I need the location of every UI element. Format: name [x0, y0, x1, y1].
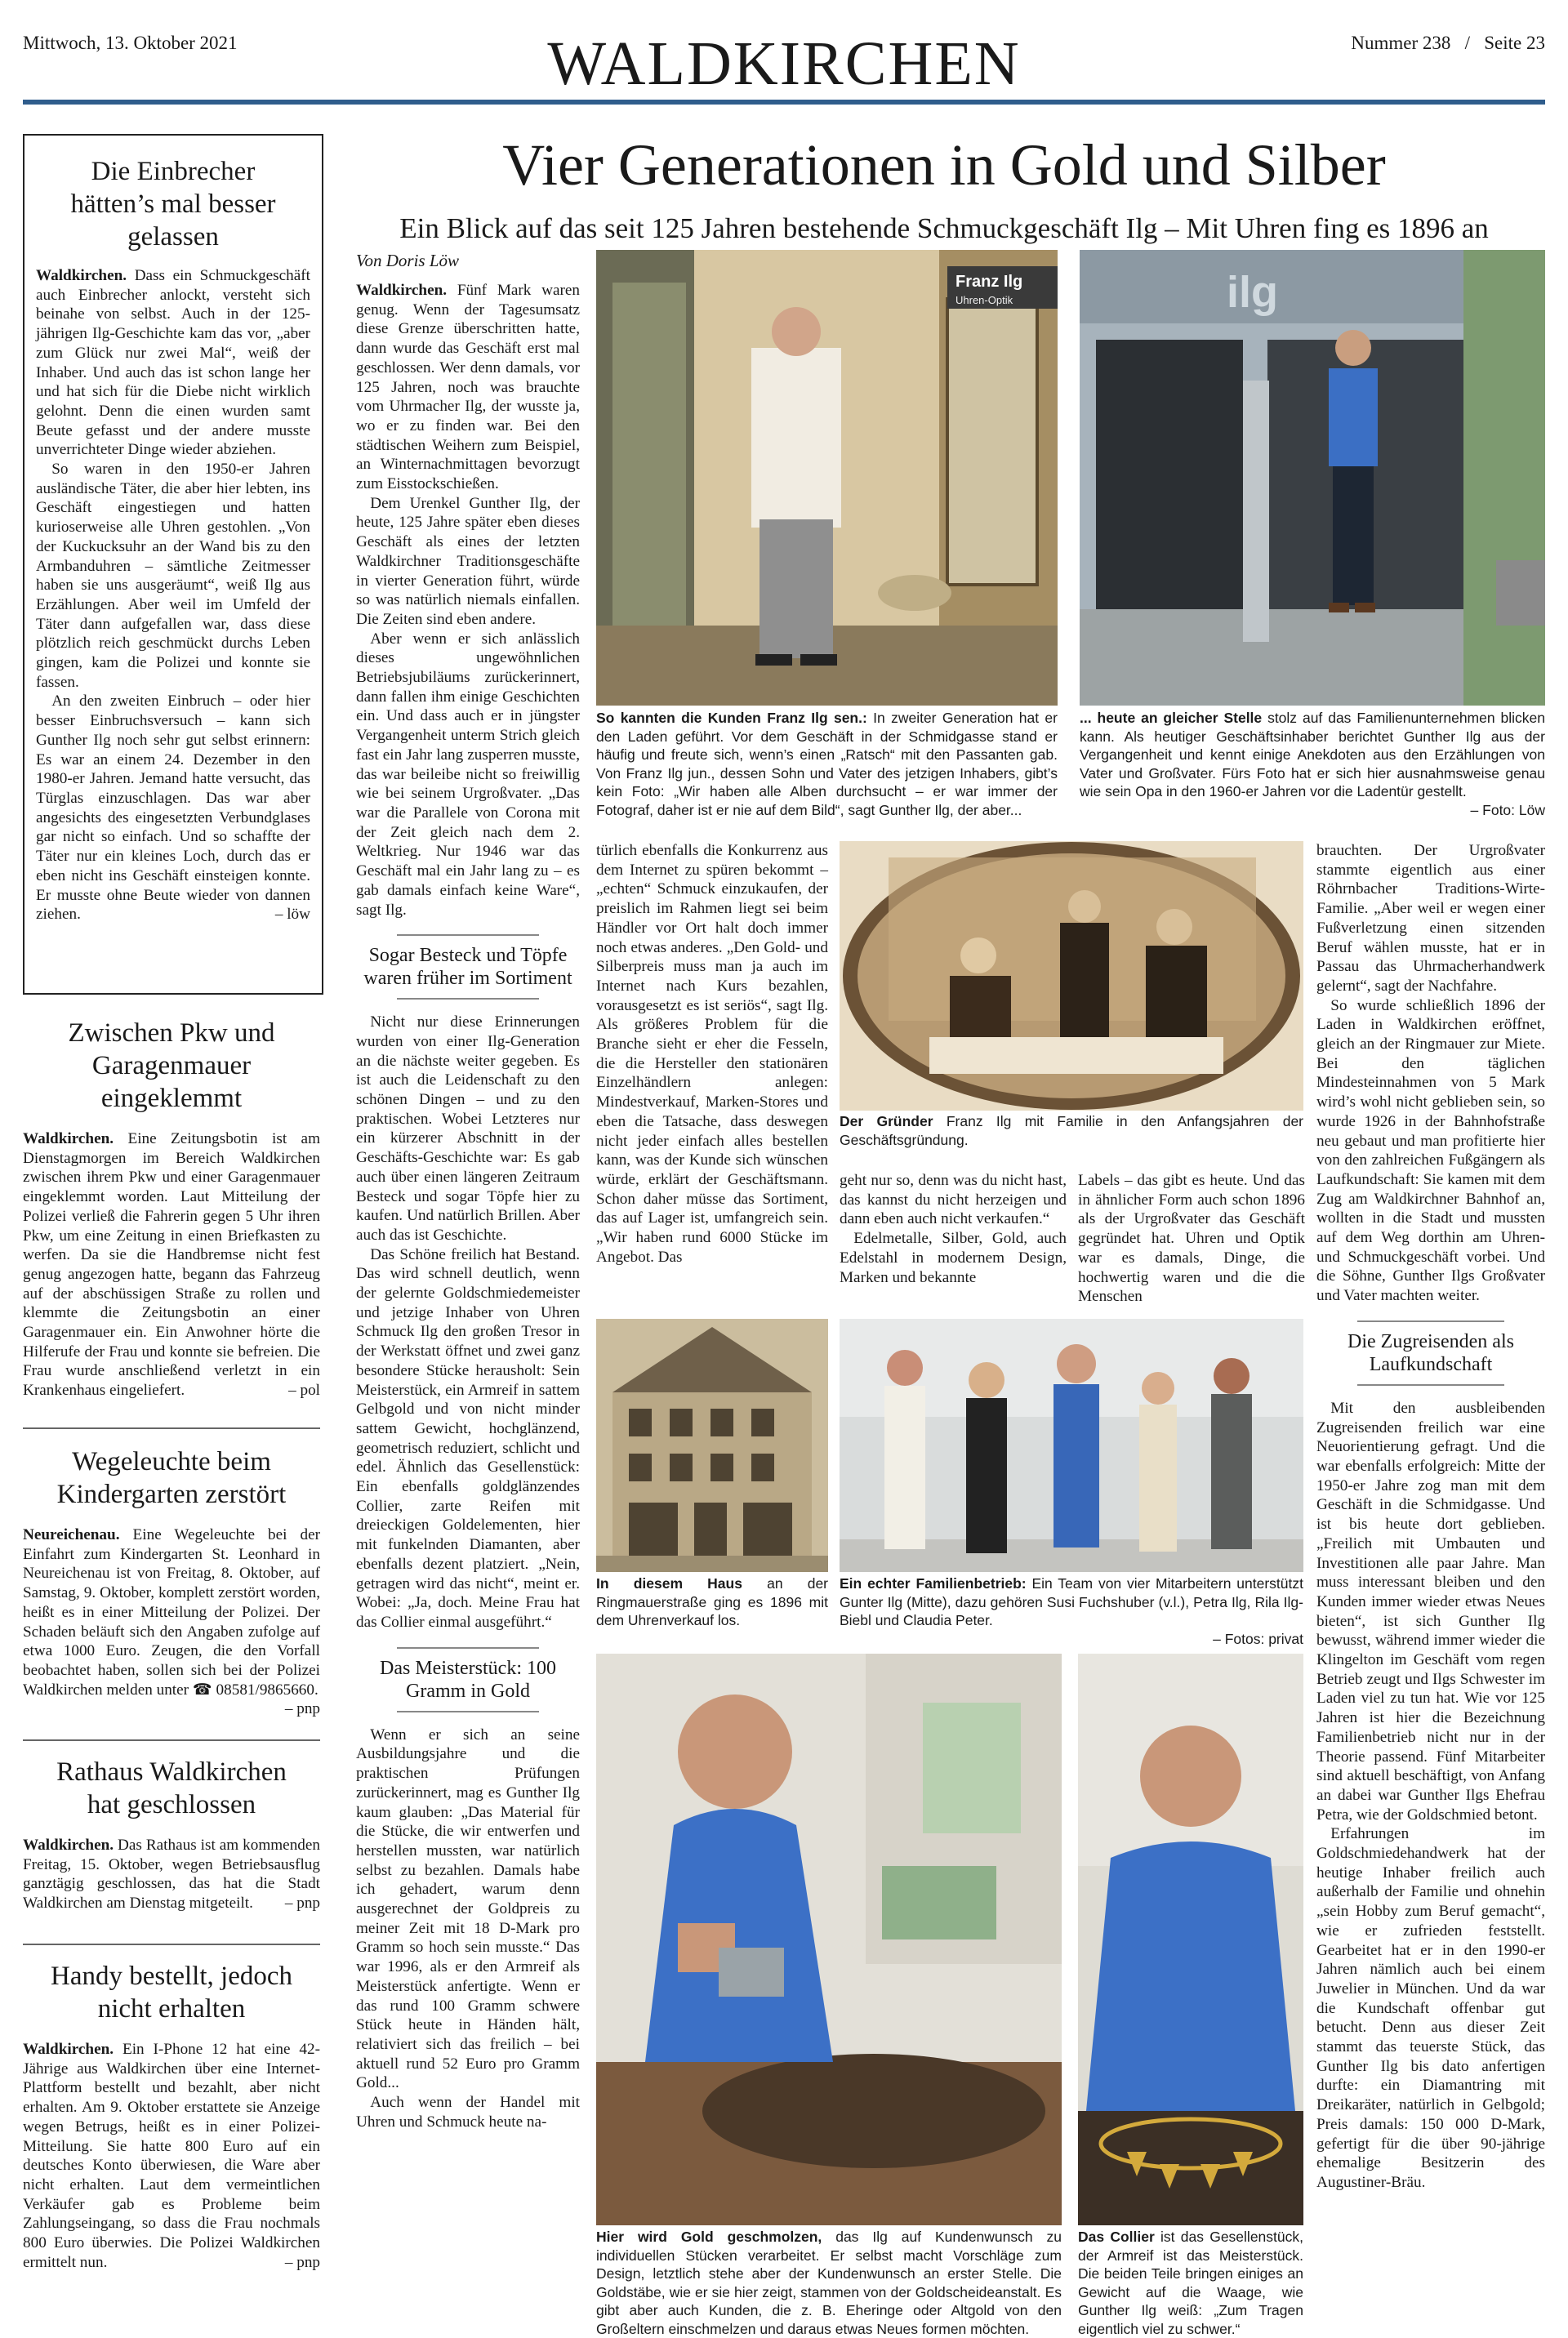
article-body [23, 1525, 321, 1718]
paragraph: Das Schöne freilich hat Bestand. Das wird schnell deutlich, wenn der gelernte Goldschmiedemeister und jetzige Inhaber von Uhren Schmuck Ilg den großen Tresor in der Werkstatt öffnet und zwei ganz besondere Stücke herausholt: Sein Meisterstück, ein Armreif in sattem Gelbgold und von nicht minder sattem Gewicht, hochglänzend, geometrisch reduziert, schlicht und edel. Ähnlich das Gesellenstück: Ein ebenfalls goldglänzendes Collier, zarte Reifen mit dreieckigen Goldelementen, hier mit funkelnden Diamanten, aber ebenfalls dezent platziert. „Nein, getragen wird das nicht“, meint er. Wobei: „Ja, doch. Meine Frau hat das Collier einmal ausgeführt.“ [356, 1245, 580, 1631]
caption-text: In zweiter Generation hat er den Laden geführt. Vor dem Geschäft in der Schmidgasse stand er häufig und freute sich, wenn’s einen „Ratsch“ mit den Passanten gab. Von Franz Ilg jun., dessen Sohn und Vater des jetzigen Inhabers, gibt’s kein Foto: „Wir haben alle Alben durchsucht – er war immer der Fotograf, daher ist er nie auf dem Bild“, sagt Gunther Ilg, der aber... [596, 710, 1058, 818]
caption-text: stolz auf das Familienunternehmen blicken kann. Als heutiger Geschäftsinhaber berichtet Gunther Ilg aus der Vergangenheit und kennt einige Anekdoten aus den Erzählungen von Vater und Großvater. Fürs Foto hat er sich hier ausnahmsweise genau wie sein Opa in den 1960-er Jahren vor die Ladentür gestellt. [1080, 710, 1545, 799]
author-signature: – pol [288, 1382, 320, 1400]
paragraph: So waren in den 1950-er Jahren ausländische Täter, die aber hier lebten, ins Geschäft eingestiegen und hatten kurioserweise alle Uhren gestohlen. „Von der Kuckucksuhr an der Wand bis zu den Armbanduhren – sämtliche Zeitmesser haben sie uns ausgeräumt“, weiß Ilg aus Erzählungen. Aber weil im Umfeld der Täter dann aufgefallen war, dass diese plötzlich reich geschmückt durchs Leben gingen, kam die Polizei und konnte sie fassen. [36, 461, 310, 691]
article-column-3 [840, 1171, 1067, 1287]
author-signature: – pnp [284, 1700, 320, 1718]
article-column-4 [1078, 1171, 1305, 1307]
paragraph: Erfahrungen im Goldschmiedehandwerk hat der heutige Inhaber freilich auch außerhalb der Familie und ohnehin „sein Hobby zum Beruf gemacht“, wie er zufrieden feststellt. Gearbeitet hat er in den 1990-er Jahren nämlich auch bei einem Juwelier in München. Und da war die Kundschaft offenbar gut betucht. Denn aus dieser Zeit stammt das teuerste Stück, das Gunther Ilg bis dato anfertigen durfte: ein Diamantring mit Dreikaräter, natürlich in Gelbgold; Preis damals: 150 000 D-Mark, gefertigt für die über 90-jährige ehemalige Besitzerin des Augustiner-Bräu. [1316, 1825, 1545, 2191]
article-body [36, 266, 310, 924]
caption-text: Franz Ilg mit Familie in den Anfangsjahren der Geschäftsgründung. [840, 1113, 1303, 1148]
article-title: Handy bestellt, jedoch nicht erhalten [50, 1962, 292, 2024]
caption-photo-1 [596, 709, 1058, 819]
dateline: Neureichenau. [23, 1526, 120, 1543]
paragraph: Eine Wegeleuchte bei der Einfahrt zum Kindergarten St. Leonhard in Neureichenau ist von Freitag, 8. Oktober, auf Samstag, 9. Oktober, komplett zerstört worden, heißt es in einer Mitteilung der Polizei. Der Schaden beläuft sich den Angaben zufolge auf etwa 1000 Euro. Zeugen, die den Vorfall beobachtet haben, sollen sich bei der Polizei Waldkirchen melden unter ☎ 08581/9865660. [23, 1526, 321, 1699]
paragraph: Edelmetalle, Silber, Gold, auch Edelstahl in modernem Design, Marken und bekannte [840, 1230, 1067, 1286]
article-body [23, 2040, 320, 2272]
dateline: Waldkirchen. [36, 267, 127, 284]
article-title: Wegeleuchte beim Kindergarten zerstört [56, 1447, 287, 1509]
caption-lead: Ein echter Familienbetrieb: [840, 1575, 1027, 1592]
photo-credit: – Fotos: privat [1213, 1630, 1303, 1647]
caption-lead: ... heute an gleicher Stelle [1080, 710, 1263, 726]
paragraph: Das Rathaus ist am kommenden Freitag, 15. Oktober, wegen Betriebsausflug ganztägig geschlossen, das hat die Stadt Waldkirchen am Dienstag mitgeteilt. [23, 1837, 320, 1913]
article-column-2 [596, 841, 828, 1267]
article-box-einbrecher [23, 134, 323, 995]
issue-date: Mittwoch, 13. Oktober 2021 [23, 33, 238, 53]
caption-photo-7 [1078, 2228, 1303, 2338]
dateline: Waldkirchen. [356, 282, 448, 299]
caption-lead: Das Collier [1078, 2229, 1155, 2245]
photo-collier [1078, 1654, 1303, 2225]
photo-franz-ilg-sen [596, 250, 1058, 706]
author-signature: – pnp [284, 1895, 320, 1913]
dateline: Waldkirchen. [23, 2041, 114, 2058]
caption-photo-5 [840, 1574, 1303, 1648]
paragraph: brauchten. Der Urgroßvater stammte eigentlich aus einer Röhrnbacher Traditions-Wirte-Familie. „Aber weil er wegen einer Fußverletzung einen sitzenden Beruf wählen musste, hat er in Passau das Uhrmacherhandwerk gelernt“, sagt der Nachfahre. [1316, 842, 1545, 995]
caption-text: das Ilg auf Kundenwunsch zu individuellen Stücken verarbeitet. Er selbst macht Vorschläge zum Design, letztlich stehe aber der Kundenwunsch an erster Stelle. Die Goldstäbe, wie er sie hier zeigt, stammen von der Goldscheideanstalt. Es gibt aber auch Kunden, die z. B. Eheringe oder Altgold von den Großeltern einschmelzen und daraus etwas Neues formen möchten. [596, 2229, 1062, 2337]
paragraph: Dass ein Schmuckgeschäft auch Einbrecher anlockt, versteht sich beinahe von selbst. Auch in der 125-jährigen Ilg-Geschichte kam das vor, „aber zum Glück nur zwei Mal“, weiß der Inhaber. Und auch das ist schon lange her und hat sich für die Diebe nicht wirklich gelohnt. Denn die einen wurden samt Beute gefasst und der andere musste unverrichteter Dinge wieder abziehen. [36, 267, 310, 459]
paragraph: Nicht nur diese Erinnerungen wurden von einer Ilg-Generation an die nächste weiter gegeben. Es ist auch die Leidenschaft zu den schönen Dingen – und zu den praktischen. Wobei Letzteres nur ein kürzerer Abschnitt in der Geschäfts-Geschichte war: Es gab auch über einen längeren Zeitraum Besteck und sogar Töpfe hier zu kaufen. Und natürlich Brillen. Aber auch das ist Geschichte. [356, 1013, 580, 1244]
subheading: Das Meisterstück: 100 Gramm in Gold [380, 1657, 556, 1702]
paragraph: Labels – das gibt es heute. Und das in ähnlicher Form auch schon 1896 als der Urgroßvater das Geschäft gegründet hat. Uhren und Optik war es damals, Dinge, die hochwertig waren und die die Menschen [1078, 1172, 1305, 1306]
paragraph: Auch wenn der Handel mit Uhren und Schmuck heute na- [356, 2094, 580, 2131]
article-column-5 [1316, 841, 1545, 2311]
divider [23, 1944, 320, 1945]
main-subheadline: Ein Blick auf das seit 125 Jahren bestehende Schmuckgeschäft Ilg – Mit Uhren fing es 1896 an [399, 212, 1489, 244]
caption-photo-4 [596, 1574, 828, 1630]
paragraph: Dem Urenkel Gunther Ilg, der heute, 125 Jahre später eben dieses Geschäft als eines der letzten Waldkirchner Traditionsgeschäfte in vierter Generation führt, würde so was natürlich niemals einfallen. Die Zeiten sind eben andere. [356, 494, 580, 628]
issue-number: Nummer 238 / Seite 23 [1351, 33, 1545, 53]
caption-photo-6 [596, 2228, 1062, 2338]
paragraph: Wenn er sich an seine Ausbildungsjahre und die praktischen Prüfungen zurückerinnert, mag es Gunther Ilg kaum glauben: „Das Material für die Stücke, die wir entwerfen und herstellen mussten, war natürlich selbst zu bezahlen. Damals habe ich gehadert, warum denn ausgerechnet der Goldpreis zu meiner Zeit mit 18 D-Mark pro Gramm so hoch sein musste.“ Das war 1996, als er den Armreif als Meisterstück anfertigte. Wenn er das rund 100 Gramm schwere Stück heute in Händen hält, relativiert sich das freilich – bei aktuell rund 52 Euro pro Gramm Gold... [356, 1726, 580, 2092]
divider [23, 1739, 320, 1741]
paragraph: An den zweiten Einbruch – oder hier besser Einbruchsversuch – kann sich Gunther Ilg noch sehr gut selbst erinnern: Es war an einem 24. Dezember in den 1980-er Jahren. Jemand hatte versucht, das Türglas einzuschlagen. Das war aber angesichts des eingesetzten Verbundglases gar nicht so einfach. Und so schaffte der Täter nur ein kleines Loch, durch das er eben nicht ins Geschäft einsteigen konnte. Er musste ohne Beute wieder von dannen ziehen. [36, 692, 310, 924]
caption-lead: Der Gründer [840, 1113, 933, 1129]
header-rule [23, 100, 1545, 105]
author-signature: – löw [274, 906, 310, 924]
subheading: Sogar Besteck und Töpfe waren früher im Sortiment [363, 945, 572, 990]
article-title: Die Einbrecher hätten’s mal besser gelassen [70, 157, 276, 252]
main-headline: Vier Generationen in Gold und Silber [502, 132, 1386, 198]
paragraph: Eine Zeitungsbotin ist am Dienstagmorgen im Bereich Waldkirchen zwischen ihrem Pkw und einer Garagenmauer eingeklemmt worden. Laut Mitteilung der Polizei verließ die Fahrerin gegen 5 Uhr ihren Pkw, um eine Zeitung in einen Briefkasten zu werfen. Da sie die Handbremse nicht fest genug angezogen hatte, begann das Fahrzeug auf der abschüssigen Straße zu rollen und klemmte die Zeitungsbotin an einer Garagenmauer ein. Ein Anwohner hörte die Hilferufe der Frau und konnte sie befreien. Die Frau wurde anschließend verletzt in ein Krankenhaus eingeliefert. [23, 1130, 321, 1400]
caption-photo-2 [1080, 709, 1545, 819]
caption-lead: Hier wird Gold geschmolzen, [596, 2229, 822, 2245]
photo-gunther-ilg-shop [1080, 250, 1545, 706]
caption-text: ist das Gesellenstück, der Armreif ist das Meisterstück. Die beiden Teile bringen einiges an Gewicht auf die Waage, wie Gunther Ilg weiß: „Zum Tragen eigentlich viel zu schwer.“ [1078, 2229, 1303, 2337]
paragraph: türlich ebenfalls die Konkurrenz aus dem Internet zu spüren bekommt – „echten“ Schmuck einzukaufen, der preislich im Rahmen liegt sei beim Händler vor Ort halt doch immer noch etwas anderes. „Den Gold- und Silberpreis muss man ja auch im Internet nach Kurs bezahlen, vorausgesetzt es ist seriös“, sagt Ilg. Als größeres Problem für die Branche sieht er eher die Fesseln, die die Hersteller den stationären Einzelhändlern anlegen: Mindestverkauf, Marken-Stores und eben die Tatsache, dass deswegen nicht jeder einfach alles bestellen kann, was der Kunde sich wünschen würde, erklärt der Geschäftsmann. Schon daher müsse das Sortiment, das auf Lager ist, umfangreich sein. „Wir haben rund 6000 Stücke im Angebot. Das [596, 842, 828, 1266]
paragraph: Mit den ausbleibenden Zugreisenden freilich war eine Neuorientierung gefragt. Und die war ebenfalls erfolgreich: Mitte der 1950-er Jahre zog man mit dem Geschäft in die Schmidgasse. Und ist bis heute dort geblieben. „Freilich mit Umbauten und Investitionen alle paar Jahre. Man muss interessant bleiben und den Kunden immer wieder etwas Neues bieten“, ist sich Gunther Ilg bewusst, während immer wieder die Klingelton im Geschäft vom regen Betrieb zeugt und Ilgs Schwester im Laden viel zu tun hat. Wie vor 125 Jahren ist hier die Bezeichnung Familienbetrieb nicht nur in der Theorie passend. Fünf Mitarbeiter sind aktuell beschäftigt, von Anfang an dabei war Gunther Ilgs Ehefrau Petra, wie der Goldschmied betont. [1316, 1399, 1545, 1824]
article-title: Rathaus Waldkirchen hat geschlossen [56, 1757, 287, 1819]
section-title: WALDKIRCHEN [547, 29, 1021, 98]
author-signature: – pnp [284, 2253, 320, 2271]
paragraph: So wurde schließlich 1896 der Laden in Waldkirchen eröffnet, gleich an der Ringmauer zur Miete. Bei den täglichen Mindesteinnahmen von 5 Mark wird’s wohl nicht geblieben sein, so wurde 1926 in der Bahnhofstraße neu gebaut und man profitierte hier von den zahlreichen Fußgängern als Laufkundschaft: Sie kamen mit dem Zug am Waldkirchner Bahnhof an, wollten in die Stadt und mussten auf dem Weg dorthin am Uhren- und Schmuckgeschäft vorbei. Und die Söhne, Gunther Ilgs Großvater und Vater machten weiter. [1316, 996, 1545, 1305]
caption-lead: In diesem Haus [596, 1575, 742, 1592]
shop-logo: ilg [1227, 268, 1278, 317]
article-column-1 [356, 281, 580, 2306]
photo-credit: – Foto: Löw [1470, 801, 1545, 818]
caption-photo-3 [840, 1112, 1303, 1149]
caption-text: Ein Team von vier Mitarbeitern unterstützt Gunter Ilg (Mitte), dazu gehören Susi Fuchshuber (v.l.), Petra Ilg, Rila Ilg-Biebl und Claudia Peter. [840, 1575, 1304, 1628]
shop-sign-sub: Uhren-Optik [956, 294, 1013, 306]
paragraph: Ein I-Phone 12 hat eine 42-Jährige aus Waldkirchen über eine Internet-Plattform bestellt und bezahlt, aber nicht erhalten. Am 9. Oktober erstattete sie Anzeige wegen Betrugs, heißt es in einer Polizei-Mitteilung. Sie hatte 800 Euro auf ein deutsches Konto überwiesen, die Ware aber nicht erhalten. Laut dem vermeintlichen Verkäufer gab es Probleme beim Zahlungseingang, so dass die Frau nochmals 800 Euro überwies. Die Polizei Waldkirchen ermittelt nun. [23, 2041, 321, 2271]
paragraph: Fünf Mark waren genug. Wenn der Tagesumsatz diese Grenze überschritten hatte, dann wurde das Geschäft erst mal geschlossen. Wer denn damals, vor 125 Jahren, noch was brauchte vom Uhrmacher Ilg, der wusste ja, wo er zu finden war. Bei den städtischen Weihern zum Beispiel, an Winternachmittagen bevorzugt zum Eisstockschießen. [356, 282, 580, 493]
caption-text: an der Ringmauerstraße ging es 1896 mit dem Uhrenverkauf los. [596, 1575, 828, 1628]
shop-sign: Franz Ilg [956, 273, 1023, 291]
paragraph: Aber wenn er sich anlässlich dieses ungewöhnlichen Betriebsjubiläums zurückerinnert, dann fallen ihm einige Geschichten ein. Und dass auch er in jüngster Vergangenheit unterm Strich gleich fast ein Jahr lang zusperren musste, das war beileibe nicht so freiwillig wie bei seinem Urgroßvater. „Das war die Parallele von Corona mit der Zeit gleich nach dem 2. Weltkrieg. Nur 1946 war das Geschäft mal ein Jahr lang zu – es gab damals einfach keine Ware“, sagt Ilg. [356, 630, 580, 919]
photo-gold-melting [596, 1654, 1062, 2225]
subheading: Die Zugreisenden als Laufkundschaft [1348, 1330, 1514, 1375]
article-body [23, 1129, 320, 1401]
divider [23, 1427, 320, 1429]
paragraph: geht nur so, denn was du nicht hast, das kannst du nicht herzeigen und dann eben auch nicht verkaufen.“ [840, 1172, 1067, 1228]
article-body [23, 1836, 320, 1913]
photo-founder-family [840, 841, 1303, 1111]
dateline: Waldkirchen. [23, 1837, 114, 1854]
photo-team [840, 1319, 1303, 1572]
byline: Von Doris Löw [356, 251, 460, 270]
article-title: Zwischen Pkw und Garagenmauer eingeklemmt [68, 1018, 275, 1113]
dateline: Waldkirchen. [23, 1130, 114, 1147]
caption-lead: So kannten die Kunden Franz Ilg sen.: [596, 710, 867, 726]
photo-historic-house [596, 1319, 828, 1572]
